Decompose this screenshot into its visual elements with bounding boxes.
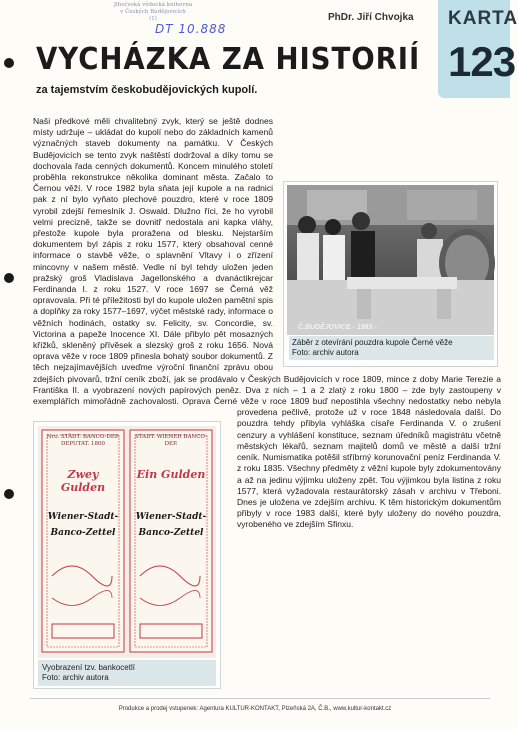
article-subtitle: za tajemstvím českobudějovických kupolí. xyxy=(36,84,258,96)
photo-inline-label: Č.BUDĚJOVICE - 1983 - xyxy=(298,324,377,331)
photo-banknotes-image xyxy=(38,426,216,658)
photo1-caption-credit: Foto: archiv autora xyxy=(292,348,359,357)
photo-dome-opening xyxy=(283,181,498,367)
banknote-left-header: Nro. STÄDT. BANCO-DEP. DEPUTAT. 1800 xyxy=(46,434,120,447)
photo1-caption xyxy=(289,336,494,360)
footer-divider xyxy=(30,698,490,699)
binder-hole-icon xyxy=(4,273,14,283)
banknote-right-city: Wiener-Stadt- xyxy=(135,512,207,522)
article-body-text: Naši předkové měli chvalitebný zvyk, který se ještě dodnes místy udržuje – ukládat do kupolí nebo do základních kamenů význačných staveb dokumenty na památku. V Českých Budějovicích se tento zvyk naštěstí dodržoval a díky tomu se dochovala řada cenných dokumentů. Koncem minulého století proběhla rekonstrukce několika dominant města. Začalo to Černou věží. V roce 1982 byla sňata její kupole a na radnici pak z ní bylo vyňato plechové pouzdro, které v roce 1809 vyrobil zdejší řemeslník J. Oswald. Dlužno říci, že ho vyrobil velmi precizně, takže se dovnitř nedostala ani kapka vláhy, přestože kupole byla proražena od blesku. Nejstarším dokumentem byl zápis z roku 1577, který obsahoval cenné informace o stavbě věže, o splavnění Vltavy i o zřízení mincovny v našem městě. Vedle ní byl tehdy uložen jeden pražský groš Vladislava Jagellonského a dvanáctikrejcar Ferdinanda I. z roku 1527. V roce 1697 se Černá věž opravovala. Při té příležitosti byl do kupole uložen pamětní spis a doplňky za roky 1577–1697, výčet městské rady, informace o věžních hodinách, ostatky sv. Felicity, sv. Concordie, sv. Victorina a papeže Inocence XI. Dále přibylo pět mosazných křížků, skleněný přívěsek a slezský groš z roku 1656. Nová oprava věže v roce 1809 přinesla bohatý soubor dokumentů. Z těch nejzajímavějších uveďme výroční finanční zprávu obou zdejších pivovarů, tržní ceník zboží, jak se prodávalo v Českých Budějovicích v roce 1809, mince z doby Marie Terezie a Františka II. a vyobrazení nových papírových peněz. Dva z nich – 1 a 2 zlatý z roku 1800 – zde byly zastoupeny v exemplářích mimořádně zachovalosti. Oprava Černé věže v roce 1809 buď nepostihla všechny nedostatky nebo nebyla provedena pečlivě, protože už v roce 1848 následovala další. Do pouzdra tehdy přibyla vyhláška císaře Ferdinanda V. o zrušení cenzury a vyhlášení konstituce, seznam úředníků magistrátu včetně městských lékařů, seznam majitelů domů ve městě a další tržní ceník. Numismatika potěšil stříbrný korunovační peníz Ferdinanda V. z roku 1835. Všechny předměty z věžní kupole byly zdokumentovány a až na jedinu výjimku uloženy zpět. Tou výjimkou byla listina z roku 1577, která vyžadovala restaurátorský zásah v archivu v Třeboni. Dnes je uložena ve zdejším archivu. K těm historickým dokumentům přibyly v roce 1983 další, které byly uloženy do nového pouzdra, vyrobeného ve zdejším Sfinxu. xyxy=(33,116,501,530)
banknote-right-name: Banco-Zettel xyxy=(138,528,204,538)
card-label: KARTA xyxy=(448,8,518,29)
banknote-left-value: Zwey Gulden xyxy=(60,468,106,494)
binder-hole-icon xyxy=(4,489,14,499)
author-name: PhDr. Jiří Chvojka xyxy=(328,12,414,23)
banknote-left-name: Banco-Zettel xyxy=(50,528,116,538)
banknote-right-header: STADT. WIENER BANCO-DEP. xyxy=(134,434,208,447)
banknote-right-value: Ein Gulden xyxy=(136,468,206,481)
stamp-line-3: (1) xyxy=(149,16,157,22)
binder-hole-icon xyxy=(4,58,14,68)
footer-text: Produkce a prodej vstupenek: Agentura KULTUR-KONTAKT, Plzeňská 2A, Č.B., www.kultur-kontakt.cz xyxy=(118,706,392,712)
photo2-caption xyxy=(38,660,216,686)
stamp-line-2: v Českých Budějovicích xyxy=(120,9,186,15)
stamp-line-1: Jihočeská vědecká knihovna xyxy=(113,2,193,8)
library-stamp xyxy=(108,2,198,23)
photo2-caption-credit: Foto: archiv autora xyxy=(42,673,109,682)
photo-dome-opening-image xyxy=(287,185,494,335)
photo-banknotes xyxy=(33,421,221,689)
photo2-caption-title: Vyobrazení tzv. bankocetlí xyxy=(42,663,135,672)
handwritten-signature: DT 10.888 xyxy=(155,22,227,36)
card-number: 123 xyxy=(448,38,516,85)
photo1-caption-title: Záběr z otevírání pouzdra kupole Černé věže xyxy=(292,338,453,347)
article-title: VYCHÁZKA ZA HISTORIÍ xyxy=(36,42,421,77)
banknote-left-city: Wiener-Stadt- xyxy=(47,512,119,522)
